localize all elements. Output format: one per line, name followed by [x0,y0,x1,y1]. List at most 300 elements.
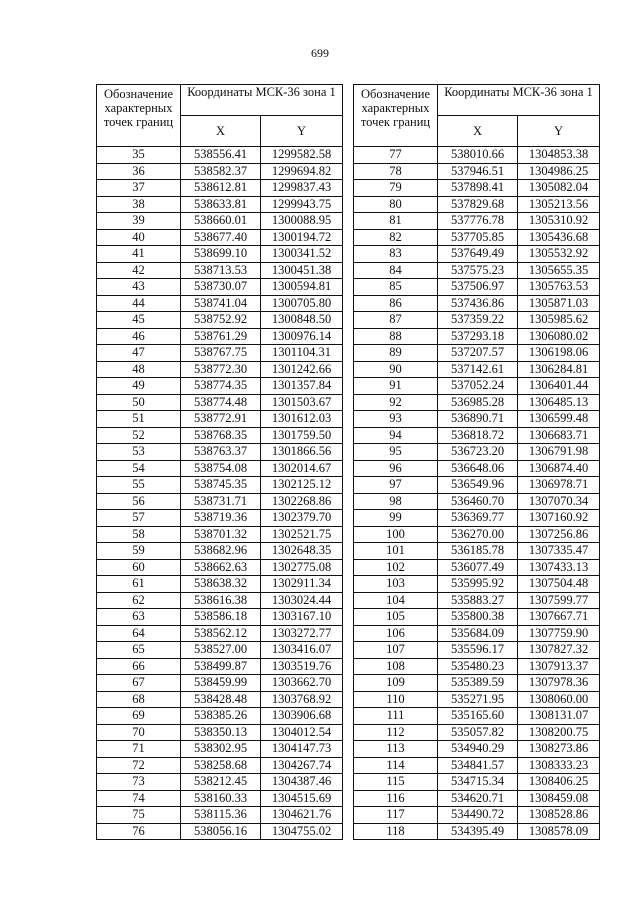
x-cell: 538612.81 [181,180,261,197]
y-cell: 1305436.68 [518,229,600,246]
y-cell: 1302125.12 [261,477,343,494]
point-cell: 83 [354,246,438,263]
table-row [97,609,343,626]
table-row [354,361,600,378]
y-cell: 1301866.56 [261,444,343,461]
y-cell: 1308131.07 [518,708,600,725]
point-cell: 107 [354,642,438,659]
coordinates-tables [96,84,600,840]
x-cell: 537649.49 [438,246,518,263]
x-cell: 535480.23 [438,658,518,675]
x-cell: 538774.48 [181,394,261,411]
y-cell: 1307913.37 [518,658,600,675]
point-cell: 115 [354,774,438,791]
x-cell: 538752.92 [181,312,261,329]
point-cell: 95 [354,444,438,461]
table-row [97,444,343,461]
x-cell: 538350.13 [181,724,261,741]
header-x: X [181,116,261,147]
y-cell: 1306683.71 [518,427,600,444]
point-cell: 94 [354,427,438,444]
table-row [97,213,343,230]
table-row [354,807,600,824]
table-row [354,510,600,527]
x-cell: 536077.49 [438,559,518,576]
point-cell: 38 [97,196,181,213]
x-cell: 538682.96 [181,543,261,560]
point-cell: 36 [97,163,181,180]
x-cell: 538556.41 [181,147,261,164]
point-cell: 110 [354,691,438,708]
point-cell: 46 [97,328,181,345]
table-row [354,658,600,675]
table-row [97,543,343,560]
x-cell: 536270.00 [438,526,518,543]
point-cell: 96 [354,460,438,477]
x-cell: 538582.37 [181,163,261,180]
x-cell: 538763.37 [181,444,261,461]
x-cell: 538459.99 [181,675,261,692]
table-row [354,675,600,692]
point-cell: 84 [354,262,438,279]
y-cell: 1306485.13 [518,394,600,411]
point-cell: 69 [97,708,181,725]
x-cell: 535800.38 [438,609,518,626]
point-cell: 102 [354,559,438,576]
point-cell: 49 [97,378,181,395]
table-row [97,394,343,411]
point-cell: 41 [97,246,181,263]
y-cell: 1304755.02 [261,823,343,840]
x-cell: 535271.95 [438,691,518,708]
y-cell: 1300194.72 [261,229,343,246]
y-cell: 1306080.02 [518,328,600,345]
point-cell: 79 [354,180,438,197]
point-cell: 58 [97,526,181,543]
point-cell: 98 [354,493,438,510]
y-cell: 1307759.90 [518,625,600,642]
table-row [97,262,343,279]
y-cell: 1304267.74 [261,757,343,774]
table-row [97,559,343,576]
y-cell: 1306874.40 [518,460,600,477]
point-cell: 57 [97,510,181,527]
point-cell: 78 [354,163,438,180]
coordinates-table-left [96,84,343,840]
table-row [354,790,600,807]
x-cell: 538772.91 [181,411,261,428]
x-cell: 538730.07 [181,279,261,296]
point-cell: 87 [354,312,438,329]
point-cell: 86 [354,295,438,312]
y-cell: 1301242.66 [261,361,343,378]
point-cell: 71 [97,741,181,758]
x-cell: 537142.61 [438,361,518,378]
point-cell: 80 [354,196,438,213]
y-cell: 1307433.13 [518,559,600,576]
table-row [354,642,600,659]
x-cell: 538731.71 [181,493,261,510]
y-cell: 1299582.58 [261,147,343,164]
x-cell: 538115.36 [181,807,261,824]
table-row [97,741,343,758]
point-cell: 76 [97,823,181,840]
x-cell: 538699.10 [181,246,261,263]
table-row [354,147,600,164]
y-cell: 1304986.25 [518,163,600,180]
x-cell: 538428.48 [181,691,261,708]
point-cell: 92 [354,394,438,411]
x-cell: 537898.41 [438,180,518,197]
x-cell: 536890.71 [438,411,518,428]
x-cell: 537293.18 [438,328,518,345]
y-cell: 1306401.44 [518,378,600,395]
x-cell: 535995.92 [438,576,518,593]
x-cell: 538212.45 [181,774,261,791]
table-row [97,592,343,609]
table-row [97,312,343,329]
x-cell: 534395.49 [438,823,518,840]
y-cell: 1302775.08 [261,559,343,576]
point-cell: 42 [97,262,181,279]
point-cell: 111 [354,708,438,725]
table-row [354,345,600,362]
point-cell: 82 [354,229,438,246]
point-cell: 97 [354,477,438,494]
x-cell: 538713.53 [181,262,261,279]
y-cell: 1301357.84 [261,378,343,395]
point-cell: 60 [97,559,181,576]
y-cell: 1305871.03 [518,295,600,312]
x-cell: 534490.72 [438,807,518,824]
x-cell: 538633.81 [181,196,261,213]
x-cell: 537207.57 [438,345,518,362]
table-row [97,757,343,774]
point-cell: 45 [97,312,181,329]
y-cell: 1306599.48 [518,411,600,428]
x-cell: 535596.17 [438,642,518,659]
table-row [354,774,600,791]
y-cell: 1306791.98 [518,444,600,461]
x-cell: 535389.59 [438,675,518,692]
point-cell: 88 [354,328,438,345]
y-cell: 1299943.75 [261,196,343,213]
point-cell: 105 [354,609,438,626]
y-cell: 1305532.92 [518,246,600,263]
y-cell: 1307504.48 [518,576,600,593]
y-cell: 1308459.08 [518,790,600,807]
y-cell: 1302268.86 [261,493,343,510]
point-cell: 55 [97,477,181,494]
table-row [97,295,343,312]
point-cell: 112 [354,724,438,741]
y-cell: 1300848.50 [261,312,343,329]
table-row [354,526,600,543]
table-row [354,691,600,708]
y-cell: 1301612.03 [261,411,343,428]
x-cell: 536369.77 [438,510,518,527]
x-cell: 538719.36 [181,510,261,527]
table-row [354,559,600,576]
y-cell: 1303416.07 [261,642,343,659]
table-row [97,625,343,642]
y-cell: 1304515.69 [261,790,343,807]
y-cell: 1306198.06 [518,345,600,362]
table-row [354,757,600,774]
point-cell: 109 [354,675,438,692]
x-cell: 537506.97 [438,279,518,296]
table-row [97,229,343,246]
y-cell: 1308578.09 [518,823,600,840]
table-row [97,708,343,725]
x-cell: 538638.32 [181,576,261,593]
x-cell: 538677.40 [181,229,261,246]
x-cell: 534841.57 [438,757,518,774]
coordinates-table-right [353,84,600,840]
x-cell: 536818.72 [438,427,518,444]
point-cell: 116 [354,790,438,807]
table-row [97,427,343,444]
y-cell: 1307070.34 [518,493,600,510]
table-row [97,774,343,791]
table-row [97,658,343,675]
table-body-right [354,147,600,840]
table-row [97,807,343,824]
x-cell: 538616.38 [181,592,261,609]
point-cell: 106 [354,625,438,642]
x-cell: 538499.87 [181,658,261,675]
y-cell: 1307827.32 [518,642,600,659]
y-cell: 1300341.52 [261,246,343,263]
point-cell: 99 [354,510,438,527]
point-cell: 44 [97,295,181,312]
x-cell: 534715.34 [438,774,518,791]
x-cell: 537946.51 [438,163,518,180]
y-cell: 1308406.25 [518,774,600,791]
table-row [97,279,343,296]
x-cell: 535057.82 [438,724,518,741]
point-cell: 114 [354,757,438,774]
point-cell: 43 [97,279,181,296]
y-cell: 1303768.92 [261,691,343,708]
header-coords: Координаты МСК-36 зона 1 [181,85,343,116]
y-cell: 1300451.38 [261,262,343,279]
x-cell: 534940.29 [438,741,518,758]
x-cell: 537436.86 [438,295,518,312]
point-cell: 35 [97,147,181,164]
table-row [97,576,343,593]
point-cell: 47 [97,345,181,362]
table-row [97,675,343,692]
point-cell: 64 [97,625,181,642]
x-cell: 537705.85 [438,229,518,246]
table-row [97,724,343,741]
y-cell: 1306284.81 [518,361,600,378]
x-cell: 537575.23 [438,262,518,279]
y-cell: 1308333.23 [518,757,600,774]
table-row [354,427,600,444]
table-row [354,493,600,510]
x-cell: 538056.16 [181,823,261,840]
point-cell: 70 [97,724,181,741]
x-cell: 538527.00 [181,642,261,659]
x-cell: 537829.68 [438,196,518,213]
table-row [97,510,343,527]
table-row [354,708,600,725]
table-row [354,378,600,395]
point-cell: 108 [354,658,438,675]
table-row [97,477,343,494]
y-cell: 1303519.76 [261,658,343,675]
table-row [97,526,343,543]
table-row [354,543,600,560]
x-cell: 537052.24 [438,378,518,395]
y-cell: 1303662.70 [261,675,343,692]
y-cell: 1302014.67 [261,460,343,477]
table-row [97,460,343,477]
table-row [354,625,600,642]
y-cell: 1307978.36 [518,675,600,692]
x-cell: 536723.20 [438,444,518,461]
header-y: Y [261,116,343,147]
point-cell: 81 [354,213,438,230]
x-cell: 536549.96 [438,477,518,494]
point-cell: 85 [354,279,438,296]
y-cell: 1303272.77 [261,625,343,642]
point-cell: 66 [97,658,181,675]
point-cell: 48 [97,361,181,378]
x-cell: 538660.01 [181,213,261,230]
table-row [97,147,343,164]
table-row [354,576,600,593]
x-cell: 535684.09 [438,625,518,642]
table-row [97,328,343,345]
y-cell: 1308200.75 [518,724,600,741]
table-row [354,229,600,246]
table-row [97,642,343,659]
y-cell: 1308273.86 [518,741,600,758]
point-cell: 91 [354,378,438,395]
table-row [97,378,343,395]
table-row [97,411,343,428]
point-cell: 117 [354,807,438,824]
point-cell: 61 [97,576,181,593]
y-cell: 1303167.10 [261,609,343,626]
point-cell: 56 [97,493,181,510]
y-cell: 1304147.73 [261,741,343,758]
x-cell: 538662.63 [181,559,261,576]
y-cell: 1301759.50 [261,427,343,444]
point-cell: 67 [97,675,181,692]
header-point: Обозначение характерных точек границ [97,85,181,147]
x-cell: 538258.68 [181,757,261,774]
x-cell: 538701.32 [181,526,261,543]
header-x: X [438,116,518,147]
y-cell: 1300705.80 [261,295,343,312]
y-cell: 1305763.53 [518,279,600,296]
table-row [354,295,600,312]
point-cell: 89 [354,345,438,362]
y-cell: 1300594.81 [261,279,343,296]
x-cell: 538010.66 [438,147,518,164]
table-row [354,312,600,329]
table-row [354,328,600,345]
x-cell: 536460.70 [438,493,518,510]
y-cell: 1304387.46 [261,774,343,791]
page-number: 699 [311,46,329,60]
x-cell: 538302.95 [181,741,261,758]
y-cell: 1307256.86 [518,526,600,543]
table-row [97,246,343,263]
table-row [354,609,600,626]
point-cell: 62 [97,592,181,609]
point-cell: 101 [354,543,438,560]
x-cell: 538562.12 [181,625,261,642]
table-row [354,724,600,741]
table-body-left [97,147,343,840]
y-cell: 1300976.14 [261,328,343,345]
y-cell: 1302521.75 [261,526,343,543]
table-row [97,180,343,197]
x-cell: 538768.35 [181,427,261,444]
table-row [354,394,600,411]
point-cell: 74 [97,790,181,807]
point-cell: 37 [97,180,181,197]
y-cell: 1302648.35 [261,543,343,560]
table-row [97,361,343,378]
table-row [354,213,600,230]
table-row [97,196,343,213]
table-row [354,163,600,180]
x-cell: 536985.28 [438,394,518,411]
x-cell: 538772.30 [181,361,261,378]
table-row [97,823,343,840]
point-cell: 93 [354,411,438,428]
y-cell: 1301503.67 [261,394,343,411]
y-cell: 1300088.95 [261,213,343,230]
y-cell: 1299837.43 [261,180,343,197]
y-cell: 1307160.92 [518,510,600,527]
header-coords: Координаты МСК-36 зона 1 [438,85,600,116]
table-row [354,477,600,494]
table-row [97,493,343,510]
point-cell: 65 [97,642,181,659]
y-cell: 1305985.62 [518,312,600,329]
table-row [354,262,600,279]
y-cell: 1308528.86 [518,807,600,824]
table-row [354,180,600,197]
table-row [97,790,343,807]
x-cell: 538761.29 [181,328,261,345]
table-row [97,345,343,362]
table-row [354,196,600,213]
header-y: Y [518,116,600,147]
point-cell: 72 [97,757,181,774]
point-cell: 73 [97,774,181,791]
point-cell: 51 [97,411,181,428]
y-cell: 1305310.92 [518,213,600,230]
y-cell: 1304621.76 [261,807,343,824]
point-cell: 118 [354,823,438,840]
y-cell: 1299694.82 [261,163,343,180]
point-cell: 75 [97,807,181,824]
point-cell: 113 [354,741,438,758]
y-cell: 1303906.68 [261,708,343,725]
x-cell: 538754.08 [181,460,261,477]
point-cell: 68 [97,691,181,708]
table-row [354,411,600,428]
y-cell: 1303024.44 [261,592,343,609]
